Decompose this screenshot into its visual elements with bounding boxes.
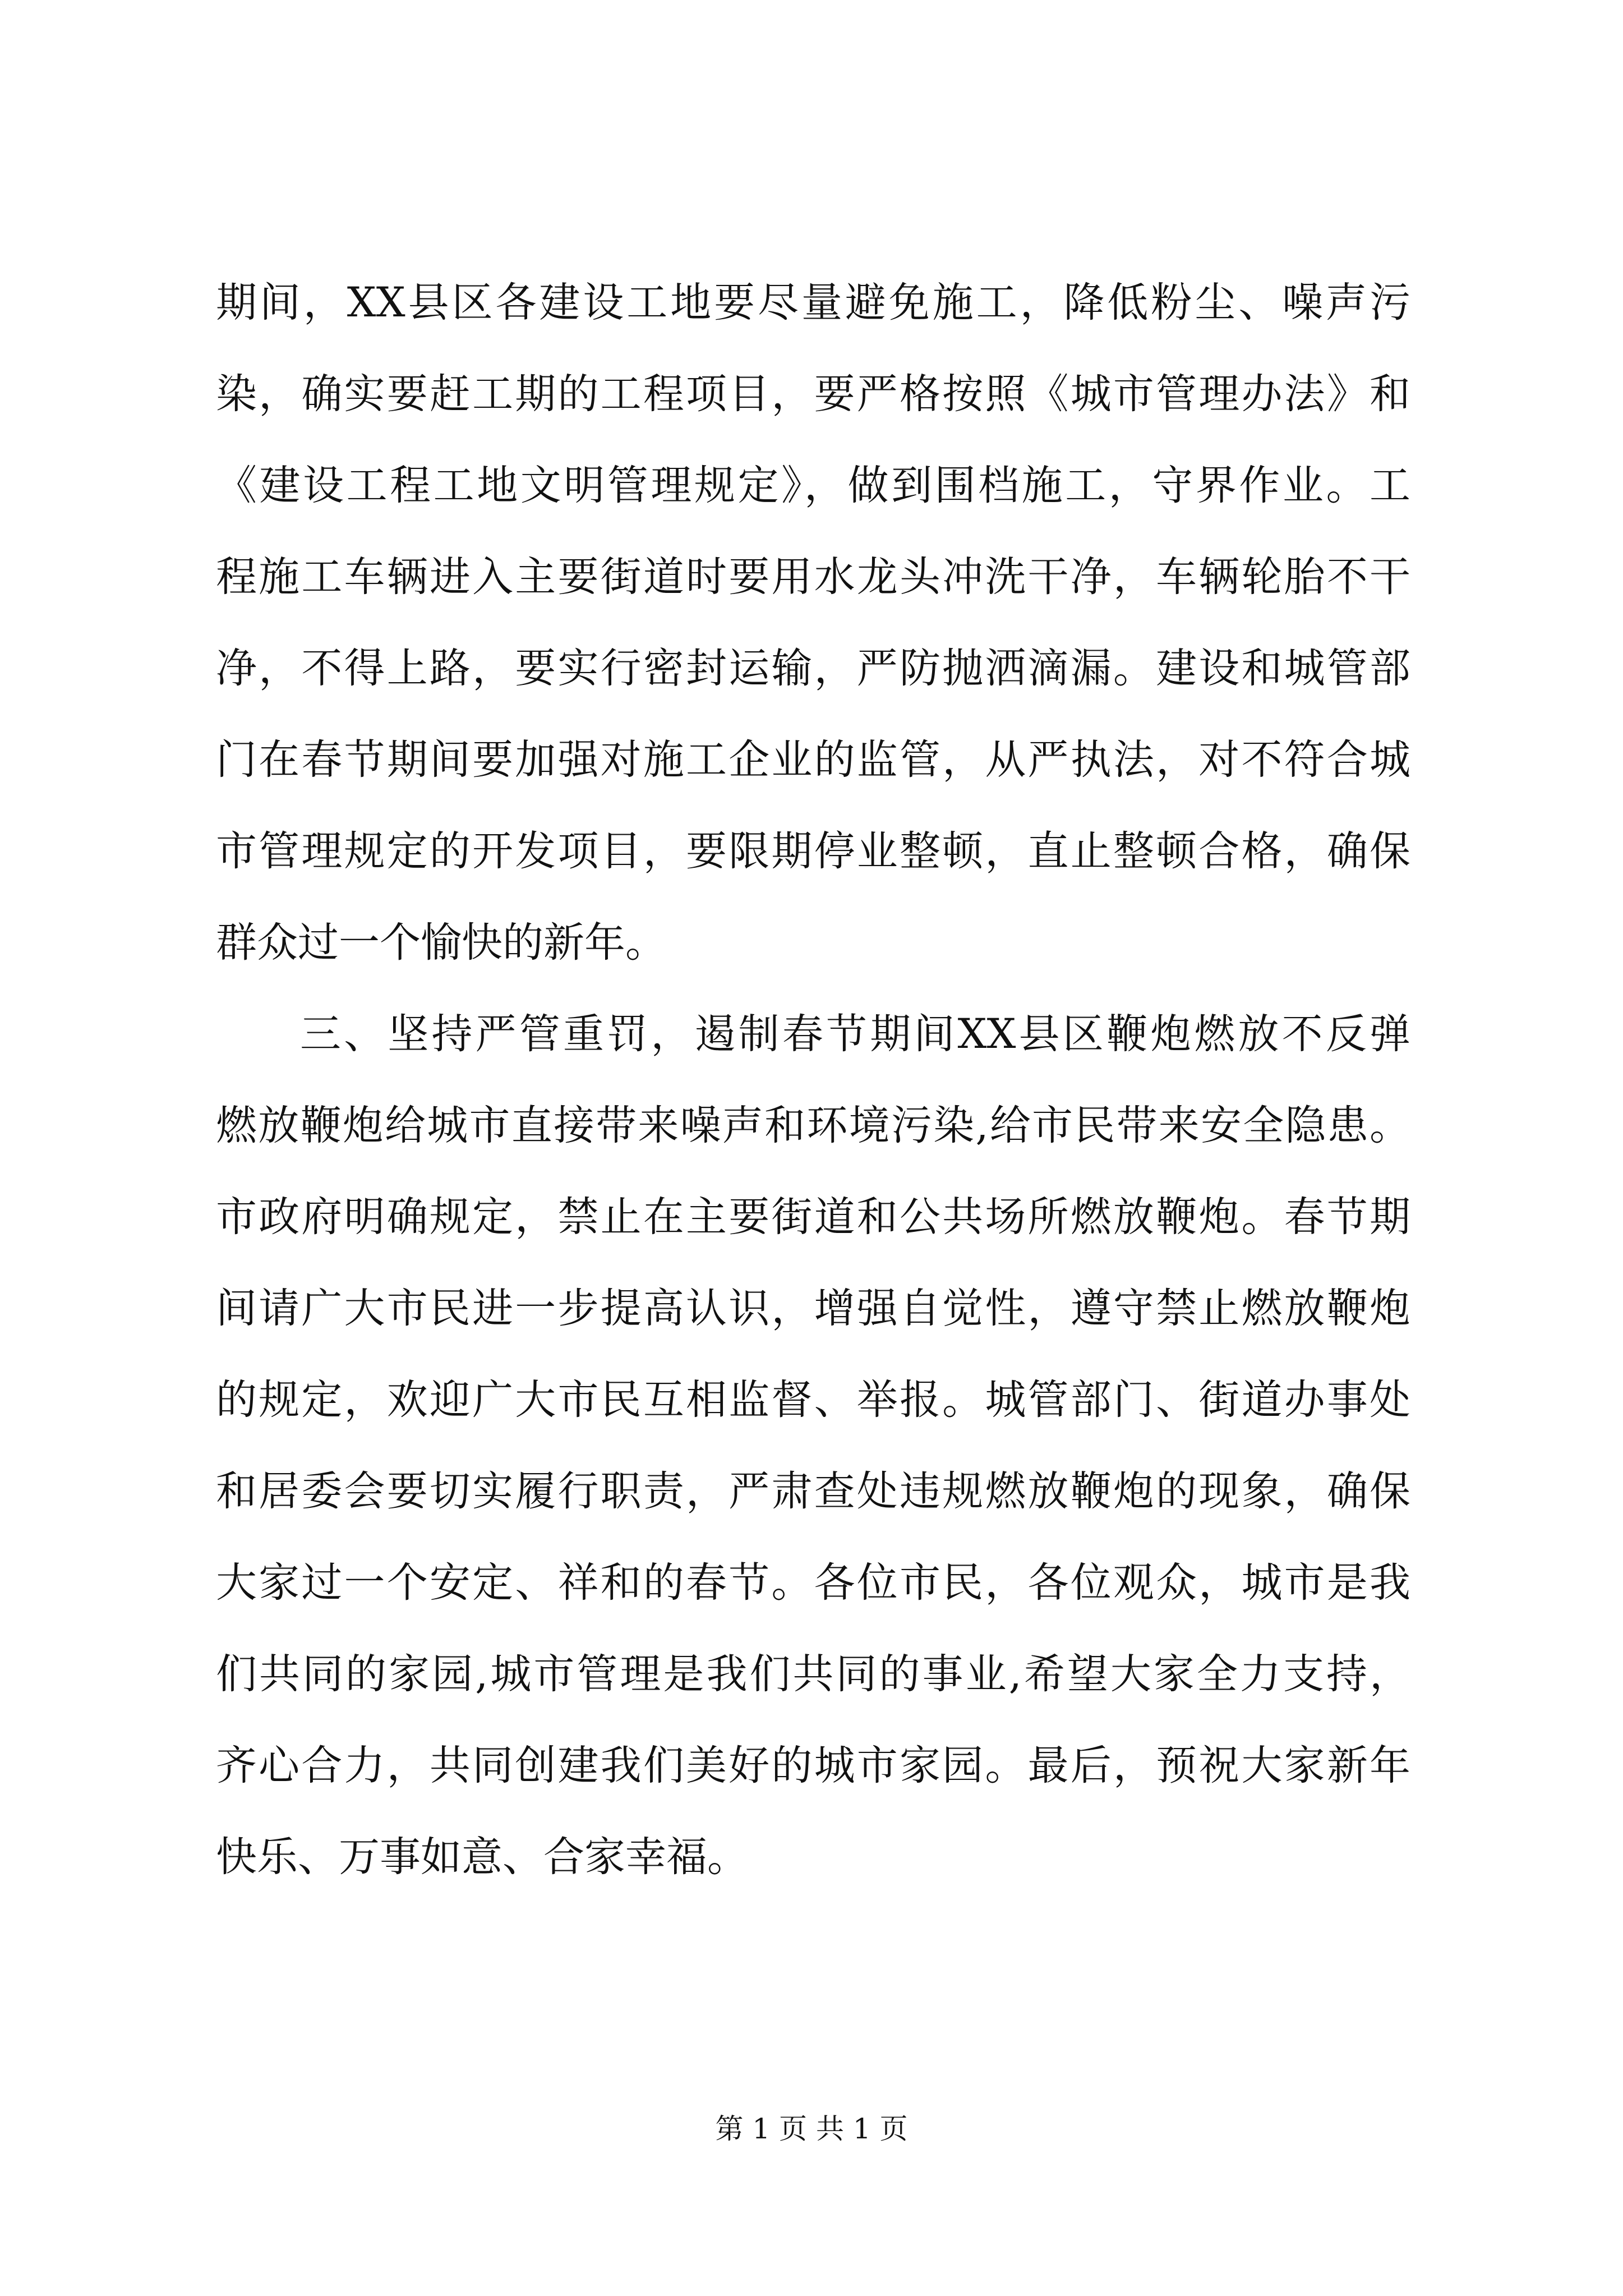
text-line: 市管理规定的开发项目，要限期停业整顿，直止整顿合格，确保 bbox=[216, 827, 1410, 875]
text-line: 的规定，欢迎广大市民互相监督、举报。城管部门、街道办事处 bbox=[216, 1376, 1410, 1424]
paragraph-end-line: 群众过一个愉快的新年。 bbox=[216, 919, 666, 967]
text-line: 和居委会要切实履行职责，严肃查处违规燃放鞭炮的现象，确保 bbox=[216, 1467, 1410, 1515]
text-line: 齐心合力，共同创建我们美好的城市家园。最后，预祝大家新年 bbox=[216, 1742, 1410, 1789]
document-body bbox=[216, 257, 1410, 1903]
text-line: 程施工车辆进入主要街道时要用水龙头冲洗干净，车辆轮胎不干 bbox=[216, 553, 1410, 601]
text-line: 们共同的家园,城市管理是我们共同的事业,希望大家全力支持， bbox=[216, 1650, 1410, 1698]
text-line: 期间，XX县区各建设工地要尽量避免施工，降低粉尘、噪声污 bbox=[216, 279, 1410, 326]
text-line: 染，确实要赶工期的工程项目，要严格按照《城市管理办法》和 bbox=[216, 370, 1410, 418]
text-line: 大家过一个安定、祥和的春节。各位市民，各位观众，城市是我 bbox=[216, 1559, 1410, 1607]
paragraph-end-line: 快乐、万事如意、合家幸福。 bbox=[216, 1833, 748, 1881]
page-number-footer: 第 1 页 共 1 页 bbox=[715, 2113, 908, 2145]
text-line: 燃放鞭炮给城市直接带来噪声和环境污染,给市民带来安全隐患。 bbox=[216, 1102, 1410, 1149]
section-heading-line: 三、坚持严管重罚，遏制春节期间XX县区鞭炮燃放不反弹 bbox=[300, 1010, 1410, 1058]
text-line: 《建设工程工地文明管理规定》，做到围档施工，守界作业。工 bbox=[216, 462, 1410, 509]
text-line: 门在春节期间要加强对施工企业的监管，从严执法，对不符合城 bbox=[216, 736, 1410, 784]
text-line: 间请广大市民进一步提高认识，增强自觉性，遵守禁止燃放鞭炮 bbox=[216, 1285, 1410, 1332]
text-line: 净，不得上路，要实行密封运输，严防抛洒滴漏。建设和城管部 bbox=[216, 645, 1410, 692]
text-line: 市政府明确规定，禁止在主要街道和公共场所燃放鞭炮。春节期 bbox=[216, 1193, 1410, 1241]
